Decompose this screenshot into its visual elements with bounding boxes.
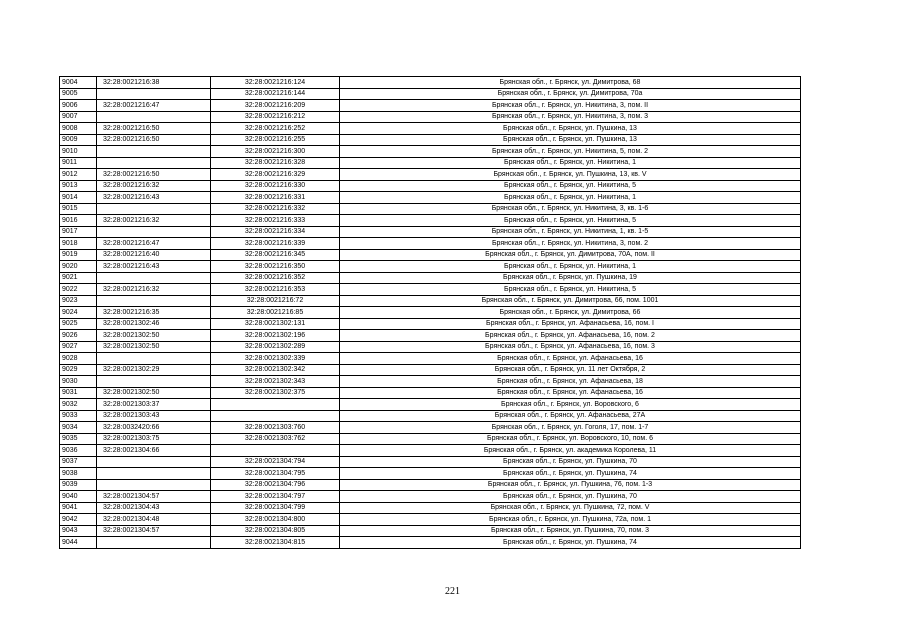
row-number-cell: 9044	[60, 537, 97, 549]
parent-cadastral-number-cell: 32:28:0021302:29	[97, 364, 211, 376]
cadastral-number-cell: 32:28:0021216:252	[211, 123, 340, 135]
row-number-cell: 9037	[60, 456, 97, 468]
row-number-cell: 9026	[60, 330, 97, 342]
parent-cadastral-number-cell: 32:28:0021302:46	[97, 318, 211, 330]
cadastral-number-cell: 32:28:0021216:209	[211, 100, 340, 112]
row-number-cell: 9030	[60, 376, 97, 388]
address-cell: Брянская обл., г. Брянск, ул. Никитина, 5	[340, 284, 801, 296]
parent-cadastral-number-cell: 32:28:0021216:43	[97, 261, 211, 273]
parent-cadastral-number-cell: 32:28:0021302:50	[97, 387, 211, 399]
row-number-cell: 9021	[60, 272, 97, 284]
address-cell: Брянская обл., г. Брянск, ул. Никитина, 1, кв. 1-5	[340, 226, 801, 238]
cadastral-table	[59, 76, 801, 549]
table-row	[60, 100, 801, 112]
address-cell: Брянская обл., г. Брянск, ул. Воровского, 10, пом. 6	[340, 433, 801, 445]
address-cell: Брянская обл., г. Брянск, ул. Никитина, 3, кв. 1-6	[340, 203, 801, 215]
table-row	[60, 410, 801, 422]
parent-cadastral-number-cell: 32:28:0021216:50	[97, 134, 211, 146]
parent-cadastral-number-cell: 32:28:0021216:43	[97, 192, 211, 204]
table-row	[60, 330, 801, 342]
table-row	[60, 433, 801, 445]
row-number-cell: 9008	[60, 123, 97, 135]
row-number-cell: 9017	[60, 226, 97, 238]
address-cell: Брянская обл., г. Брянск, ул. Пушкина, 76, пом. 1-3	[340, 479, 801, 491]
cadastral-number-cell: 32:28:0021302:342	[211, 364, 340, 376]
table-row	[60, 341, 801, 353]
row-number-cell: 9039	[60, 479, 97, 491]
address-cell: Брянская обл., г. Брянск, ул. Пушкина, 70, пом. 3	[340, 525, 801, 537]
cadastral-number-cell: 32:28:0021216:85	[211, 307, 340, 319]
cadastral-number-cell: 32:28:0021304:815	[211, 537, 340, 549]
table-row	[60, 318, 801, 330]
address-cell: Брянская обл., г. Брянск, ул. Никитина, 3, пом. II	[340, 100, 801, 112]
row-number-cell: 9016	[60, 215, 97, 227]
row-number-cell: 9004	[60, 77, 97, 89]
parent-cadastral-number-cell: 32:28:0021302:50	[97, 330, 211, 342]
parent-cadastral-number-cell: 32:28:0021216:47	[97, 100, 211, 112]
table-row	[60, 169, 801, 181]
cadastral-number-cell: 32:28:0021304:800	[211, 514, 340, 526]
address-cell: Брянская обл., г. Брянск, ул. Димитрова, 66	[340, 307, 801, 319]
page-number: 221	[445, 586, 460, 597]
parent-cadastral-number-cell: 32:28:0021304:43	[97, 502, 211, 514]
address-cell: Брянская обл., г. Брянск, ул. Никитина, 1	[340, 192, 801, 204]
table-row	[60, 376, 801, 388]
row-number-cell: 9018	[60, 238, 97, 250]
parent-cadastral-number-cell: 32:28:0021304:57	[97, 525, 211, 537]
parent-cadastral-number-cell: 32:28:0021216:50	[97, 169, 211, 181]
table-row	[60, 88, 801, 100]
parent-cadastral-number-cell	[97, 272, 211, 284]
address-cell: Брянская обл., г. Брянск, ул. Пушкина, 13	[340, 134, 801, 146]
address-cell: Брянская обл., г. Брянск, ул. Никитина, 5	[340, 215, 801, 227]
row-number-cell: 9022	[60, 284, 97, 296]
parent-cadastral-number-cell: 32:28:0021303:43	[97, 410, 211, 422]
address-cell: Брянская обл., г. Брянск, ул. Пушкина, 72, пом. V	[340, 502, 801, 514]
cadastral-number-cell	[211, 410, 340, 422]
parent-cadastral-number-cell: 32:28:0021303:75	[97, 433, 211, 445]
address-cell: Брянская обл., г. Брянск, ул. Пушкина, 74	[340, 468, 801, 480]
parent-cadastral-number-cell	[97, 146, 211, 158]
cadastral-number-cell: 32:28:0021216:334	[211, 226, 340, 238]
address-cell: Брянская обл., г. Брянск, ул. Афанасьева, 18	[340, 376, 801, 388]
row-number-cell: 9014	[60, 192, 97, 204]
row-number-cell: 9032	[60, 399, 97, 411]
table-row	[60, 456, 801, 468]
parent-cadastral-number-cell	[97, 157, 211, 169]
address-cell: Брянская обл., г. Брянск, ул. Никитина, 5, пом. 2	[340, 146, 801, 158]
address-cell: Брянская обл., г. Брянск, ул. Димитрова, 70а	[340, 88, 801, 100]
cadastral-number-cell: 32:28:0021216:328	[211, 157, 340, 169]
address-cell: Брянская обл., г. Брянск, ул. Пушкина, 13	[340, 123, 801, 135]
table-row	[60, 353, 801, 365]
row-number-cell: 9038	[60, 468, 97, 480]
table-row	[60, 272, 801, 284]
parent-cadastral-number-cell: 32:28:0021304:48	[97, 514, 211, 526]
cadastral-number-cell: 32:28:0021216:330	[211, 180, 340, 192]
cadastral-number-cell: 32:28:0021216:72	[211, 295, 340, 307]
row-number-cell: 9006	[60, 100, 97, 112]
parent-cadastral-number-cell	[97, 537, 211, 549]
row-number-cell: 9005	[60, 88, 97, 100]
address-cell: Брянская обл., г. Брянск, ул. Никитина, 1	[340, 157, 801, 169]
cadastral-number-cell: 32:28:0021302:196	[211, 330, 340, 342]
cadastral-number-cell: 32:28:0021216:345	[211, 249, 340, 261]
address-cell: Брянская обл., г. Брянск, ул. Пушкина, 70	[340, 491, 801, 503]
table-body	[60, 77, 801, 549]
table-row	[60, 146, 801, 158]
cadastral-number-cell: 32:28:0021216:333	[211, 215, 340, 227]
row-number-cell: 9015	[60, 203, 97, 215]
table-row	[60, 215, 801, 227]
parent-cadastral-number-cell: 32:28:0021216:32	[97, 180, 211, 192]
table-row	[60, 157, 801, 169]
cadastral-number-cell: 32:28:0021302:289	[211, 341, 340, 353]
row-number-cell: 9027	[60, 341, 97, 353]
parent-cadastral-number-cell	[97, 88, 211, 100]
parent-cadastral-number-cell	[97, 468, 211, 480]
cadastral-number-cell: 32:28:0021216:332	[211, 203, 340, 215]
table-row	[60, 203, 801, 215]
cadastral-number-cell: 32:28:0021216:350	[211, 261, 340, 273]
address-cell: Брянская обл., г. Брянск, ул. Афанасьева, 16, пом. 3	[340, 341, 801, 353]
address-cell: Брянская обл., г. Брянск, ул. Никитина, 5	[340, 180, 801, 192]
parent-cadastral-number-cell	[97, 111, 211, 123]
table-row	[60, 525, 801, 537]
table-row	[60, 226, 801, 238]
table-row	[60, 261, 801, 273]
parent-cadastral-number-cell: 32:28:0021304:57	[97, 491, 211, 503]
row-number-cell: 9009	[60, 134, 97, 146]
parent-cadastral-number-cell	[97, 226, 211, 238]
row-number-cell: 9043	[60, 525, 97, 537]
parent-cadastral-number-cell: 32:28:0021216:47	[97, 238, 211, 250]
table-row	[60, 134, 801, 146]
address-cell: Брянская обл., г. Брянск, ул. Гоголя, 17, пом. 1-7	[340, 422, 801, 434]
table-row	[60, 387, 801, 399]
address-cell: Брянская обл., г. Брянск, ул. Афанасьева, 16	[340, 387, 801, 399]
address-cell: Брянская обл., г. Брянск, ул. 11 лет Октября, 2	[340, 364, 801, 376]
cadastral-number-cell: 32:28:0021304:794	[211, 456, 340, 468]
table-row	[60, 364, 801, 376]
address-cell: Брянская обл., г. Брянск, ул. Пушкина, 13, кв. V	[340, 169, 801, 181]
table-row	[60, 249, 801, 261]
cadastral-number-cell: 32:28:0021303:762	[211, 433, 340, 445]
address-cell: Брянская обл., г. Брянск, ул. Пушкина, 19	[340, 272, 801, 284]
table-row	[60, 77, 801, 89]
parent-cadastral-number-cell: 32:28:0021216:32	[97, 284, 211, 296]
parent-cadastral-number-cell	[97, 203, 211, 215]
address-cell: Брянская обл., г. Брянск, ул. Димитрова, 66, пом. 1001	[340, 295, 801, 307]
cadastral-number-cell: 32:28:0021216:124	[211, 77, 340, 89]
cadastral-number-cell: 32:28:0021216:352	[211, 272, 340, 284]
cadastral-number-cell	[211, 399, 340, 411]
cadastral-number-cell: 32:28:0021302:339	[211, 353, 340, 365]
address-cell: Брянская обл., г. Брянск, ул. Никитина, 3, пом. 2	[340, 238, 801, 250]
cadastral-number-cell: 32:28:0021216:353	[211, 284, 340, 296]
table-row	[60, 284, 801, 296]
cadastral-number-cell: 32:28:0021304:797	[211, 491, 340, 503]
cadastral-number-cell: 32:28:0021304:805	[211, 525, 340, 537]
table-row	[60, 422, 801, 434]
parent-cadastral-number-cell: 32:28:0021216:38	[97, 77, 211, 89]
row-number-cell: 9035	[60, 433, 97, 445]
parent-cadastral-number-cell	[97, 295, 211, 307]
cadastral-number-cell: 32:28:0021304:799	[211, 502, 340, 514]
cadastral-number-cell: 32:28:0021303:760	[211, 422, 340, 434]
table-row	[60, 192, 801, 204]
row-number-cell: 9029	[60, 364, 97, 376]
address-cell: Брянская обл., г. Брянск, ул. Афанасьева, 27А	[340, 410, 801, 422]
cadastral-number-cell: 32:28:0021304:796	[211, 479, 340, 491]
row-number-cell: 9025	[60, 318, 97, 330]
table-row	[60, 399, 801, 411]
address-cell: Брянская обл., г. Брянск, ул. Димитрова, 68	[340, 77, 801, 89]
parent-cadastral-number-cell	[97, 376, 211, 388]
cadastral-number-cell: 32:28:0021216:300	[211, 146, 340, 158]
parent-cadastral-number-cell: 32:28:0021216:50	[97, 123, 211, 135]
row-number-cell: 9024	[60, 307, 97, 319]
cadastral-number-cell: 32:28:0021216:339	[211, 238, 340, 250]
address-cell: Брянская обл., г. Брянск, ул. Афанасьева, 16, пом. I	[340, 318, 801, 330]
cadastral-number-cell: 32:28:0021302:131	[211, 318, 340, 330]
table-row	[60, 123, 801, 135]
table-row	[60, 514, 801, 526]
parent-cadastral-number-cell	[97, 353, 211, 365]
parent-cadastral-number-cell: 32:28:0032420:66	[97, 422, 211, 434]
table-row	[60, 479, 801, 491]
row-number-cell: 9013	[60, 180, 97, 192]
row-number-cell: 9028	[60, 353, 97, 365]
row-number-cell: 9020	[60, 261, 97, 273]
table-row	[60, 111, 801, 123]
parent-cadastral-number-cell	[97, 479, 211, 491]
address-cell: Брянская обл., г. Брянск, ул. Димитрова, 70А, пом. II	[340, 249, 801, 261]
cadastral-number-cell	[211, 445, 340, 457]
cadastral-number-cell: 32:28:0021216:144	[211, 88, 340, 100]
parent-cadastral-number-cell: 32:28:0021304:66	[97, 445, 211, 457]
table-row	[60, 468, 801, 480]
table-row	[60, 238, 801, 250]
parent-cadastral-number-cell: 32:28:0021216:32	[97, 215, 211, 227]
table-row	[60, 307, 801, 319]
table-row	[60, 502, 801, 514]
table-row	[60, 445, 801, 457]
parent-cadastral-number-cell: 32:28:0021216:40	[97, 249, 211, 261]
row-number-cell: 9040	[60, 491, 97, 503]
address-cell: Брянская обл., г. Брянск, ул. Никитина, 3, пом. 3	[340, 111, 801, 123]
row-number-cell: 9011	[60, 157, 97, 169]
address-cell: Брянская обл., г. Брянск, ул. Афанасьева, 16, пом. 2	[340, 330, 801, 342]
table-row	[60, 537, 801, 549]
cadastral-number-cell: 32:28:0021302:343	[211, 376, 340, 388]
address-cell: Брянская обл., г. Брянск, ул. Пушкина, 70	[340, 456, 801, 468]
table-row	[60, 180, 801, 192]
row-number-cell: 9033	[60, 410, 97, 422]
row-number-cell: 9042	[60, 514, 97, 526]
row-number-cell: 9036	[60, 445, 97, 457]
table-row	[60, 295, 801, 307]
row-number-cell: 9010	[60, 146, 97, 158]
parent-cadastral-number-cell: 32:28:0021303:37	[97, 399, 211, 411]
parent-cadastral-number-cell: 32:28:0021302:50	[97, 341, 211, 353]
address-cell: Брянская обл., г. Брянск, ул. Пушкина, 72а, пом. 1	[340, 514, 801, 526]
row-number-cell: 9041	[60, 502, 97, 514]
address-cell: Брянская обл., г. Брянск, ул. Афанасьева, 16	[340, 353, 801, 365]
cadastral-number-cell: 32:28:0021216:212	[211, 111, 340, 123]
parent-cadastral-number-cell: 32:28:0021216:35	[97, 307, 211, 319]
row-number-cell: 9034	[60, 422, 97, 434]
cadastral-number-cell: 32:28:0021216:255	[211, 134, 340, 146]
cadastral-number-cell: 32:28:0021304:795	[211, 468, 340, 480]
cadastral-number-cell: 32:28:0021302:375	[211, 387, 340, 399]
row-number-cell: 9007	[60, 111, 97, 123]
cadastral-number-cell: 32:28:0021216:329	[211, 169, 340, 181]
table-row	[60, 491, 801, 503]
address-cell: Брянская обл., г. Брянск, ул. Пушкина, 74	[340, 537, 801, 549]
address-cell: Брянская обл., г. Брянск, ул. Никитина, 1	[340, 261, 801, 273]
row-number-cell: 9031	[60, 387, 97, 399]
cadastral-number-cell: 32:28:0021216:331	[211, 192, 340, 204]
address-cell: Брянская обл., г. Брянск, ул. Воровского, 6	[340, 399, 801, 411]
address-cell: Брянская обл., г. Брянск, ул. академика Королева, 11	[340, 445, 801, 457]
row-number-cell: 9019	[60, 249, 97, 261]
parent-cadastral-number-cell	[97, 456, 211, 468]
row-number-cell: 9023	[60, 295, 97, 307]
row-number-cell: 9012	[60, 169, 97, 181]
